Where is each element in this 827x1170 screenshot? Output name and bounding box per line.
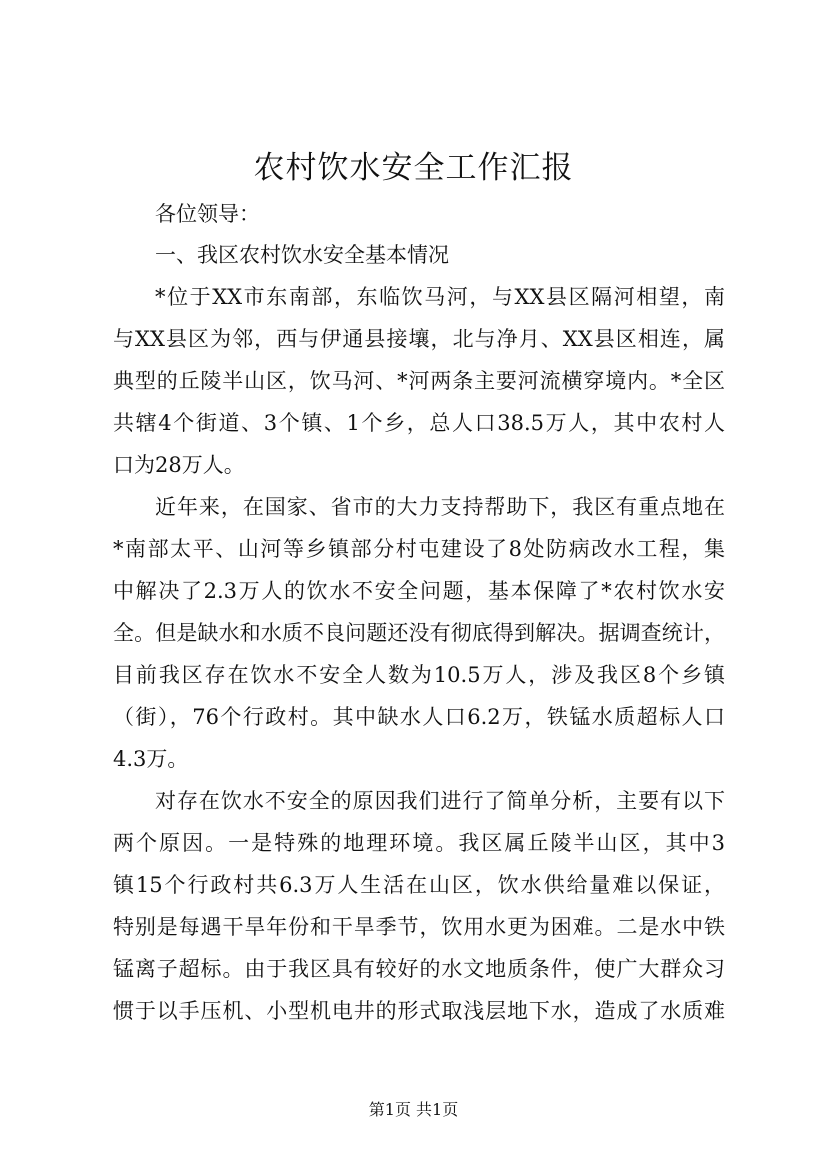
- document-title: 农村饮水安全工作汇报: [253, 150, 574, 186]
- paragraph-3-line-5: 锰离子超标。由于我区具有较好的水文地质条件，使广大群众习: [113, 957, 725, 981]
- paragraph-3-line-2: 两个原因。一是特殊的地理环境。我区属丘陵半山区，其中3: [113, 831, 725, 855]
- paragraph-3-line-6: 惯于以手压机、小型机电井的形式取浅层地下水，造成了水质难: [113, 999, 725, 1023]
- paragraph-2-line-2: *南部太平、山河等乡镇部分村屯建设了8处防病改水工程，集: [113, 537, 725, 561]
- paragraph-2-line-3: 中解决了2.3万人的饮水不安全问题，基本保障了*农村饮水安: [113, 579, 725, 603]
- paragraph-2-line-1: 近年来，在国家、省市的大力支持帮助下，我区有重点地在: [155, 495, 725, 519]
- paragraph-3-line-3: 镇15个行政村共6.3万人生活在山区，饮水供给量难以保证，: [113, 873, 725, 897]
- paragraph-1-line-2: 与XX县区为邻，西与伊通县接壤，北与净月、XX县区相连，属: [113, 327, 725, 351]
- paragraph-2-line-7: 4.3万。: [113, 747, 189, 771]
- section-heading: 一、我区农村饮水安全基本情况: [155, 243, 449, 267]
- paragraph-2-line-4: 全。但是缺水和水质不良问题还没有彻底得到解决。据调查统计，: [113, 621, 725, 645]
- paragraph-1-line-3: 典型的丘陵半山区，饮马河、*河两条主要河流横穿境内。*全区: [113, 369, 725, 393]
- page-footer: 第1页 共1页: [368, 1100, 459, 1119]
- paragraph-1-line-1: *位于XX市东南部，东临饮马河，与XX县区隔河相望，南: [155, 285, 725, 309]
- paragraph-3-line-1: 对存在饮水不安全的原因我们进行了简单分析，主要有以下: [155, 789, 725, 813]
- paragraph-1-line-5: 口为28万人。: [113, 453, 245, 477]
- paragraph-3-line-4: 特别是每遇干旱年份和干旱季节，饮用水更为困难。二是水中铁: [113, 915, 725, 939]
- paragraph-2-line-6: （街），76个行政村。其中缺水人口6.2万，铁锰水质超标人口: [113, 705, 725, 729]
- paragraph-1-line-4: 共辖4个街道、3个镇、1个乡，总人口38.5万人，其中农村人: [113, 411, 725, 435]
- salutation: 各位领导：: [155, 202, 260, 226]
- paragraph-2-line-5: 目前我区存在饮水不安全人数为10.5万人，涉及我区8个乡镇: [113, 663, 725, 687]
